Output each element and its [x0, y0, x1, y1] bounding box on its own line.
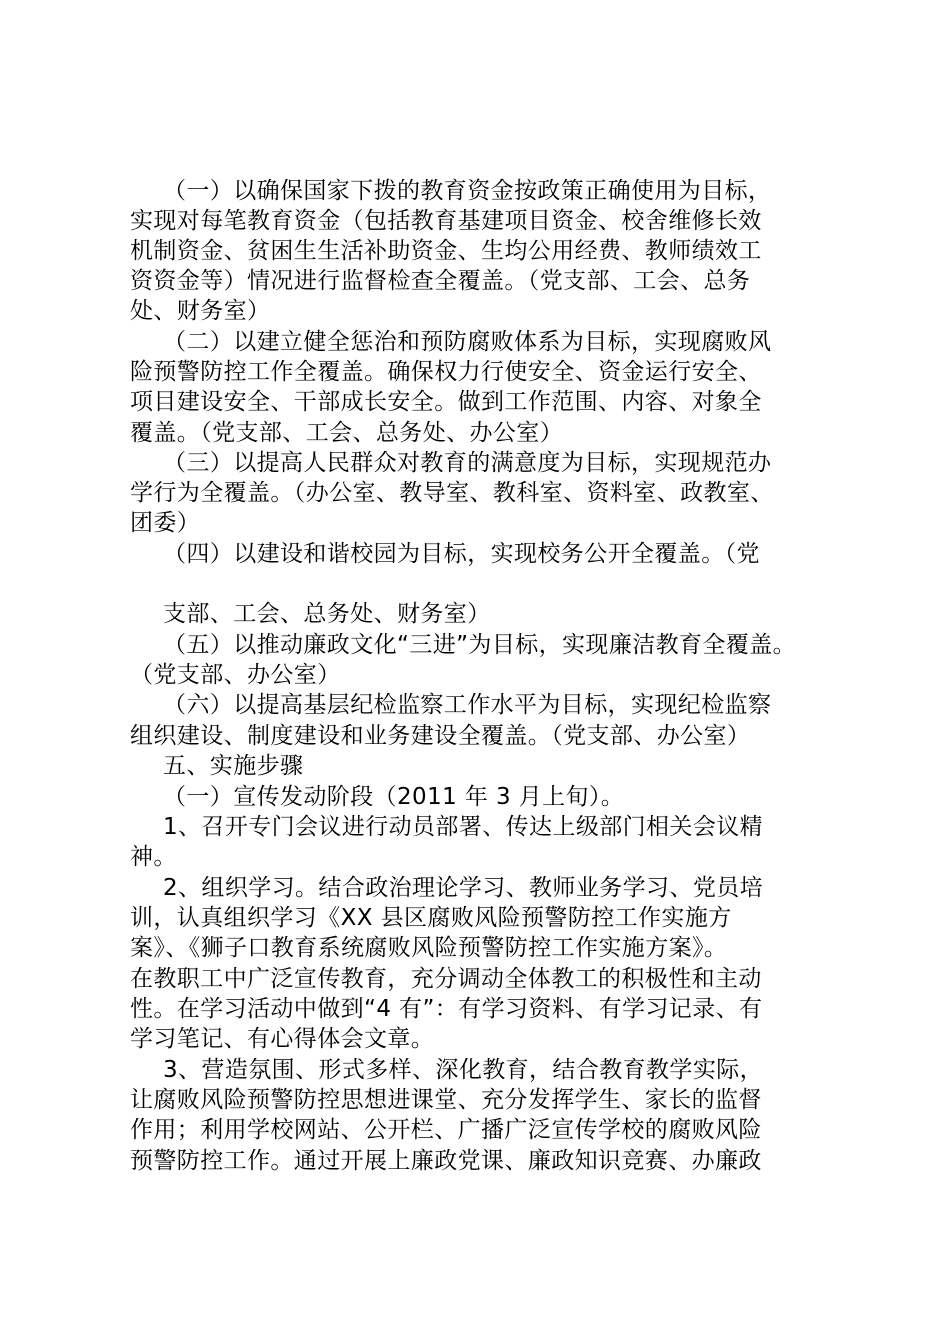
- paragraph-line: 团委）: [130, 510, 201, 536]
- paragraph-line: （五）以推动廉政文化“三进”为目标，实现廉洁教育全覆盖。: [163, 632, 797, 658]
- paragraph-line: 实现对每笔教育资金（包括教育基建项目资金、校舍维修长效: [130, 208, 762, 234]
- section-heading: 五、实施步骤: [163, 753, 304, 779]
- paragraph-line: 1、召开专门会议进行动员部署、传达上级部门相关会议精: [163, 814, 764, 840]
- subsection-heading: （一）宣传发动阶段（2011 年 3 月上旬）。: [163, 784, 625, 810]
- paragraph-line: 险预警防控工作全覆盖。确保权力行使安全、资金运行安全、: [130, 359, 762, 385]
- paragraph-line: 学习笔记、有心得体会文章。: [130, 1026, 435, 1052]
- paragraph-line: 3、营造氛围、形式多样、深化教育，结合教育教学实际，: [163, 1057, 764, 1083]
- paragraph-line: 项目建设安全、干部成长安全。做到工作范围、内容、对象全: [130, 389, 762, 415]
- paragraph-line: 训，认真组织学习《XX 县区腐败风险预警防控工作实施方: [130, 905, 732, 931]
- paragraph-line: 处、财务室）: [130, 298, 271, 324]
- paragraph-line: 2、组织学习。结合政治理论学习、教师业务学习、党员培: [163, 875, 764, 901]
- paragraph-line: （一）以确保国家下拨的教育资金按政策正确使用为目标，: [163, 178, 772, 204]
- paragraph-line: （党支部、办公室）: [130, 662, 341, 688]
- paragraph-line: 作用；利用学校网站、公开栏、广播广泛宣传学校的腐败风险: [130, 1117, 762, 1143]
- paragraph-line: （三）以提高人民群众对教育的满意度为目标，实现规范办: [163, 450, 772, 476]
- paragraph-line: 预警防控工作。通过开展上廉政党课、廉政知识竞赛、办廉政: [130, 1148, 762, 1174]
- paragraph-line: （四）以建设和谐校园为目标，实现校务公开全覆盖。（党: [163, 541, 760, 567]
- paragraph-line: 组织建设、制度建设和业务建设全覆盖。（党支部、办公室）: [130, 723, 751, 749]
- paragraph-line: 神。: [130, 844, 177, 870]
- paragraph-line: 性。在学习活动中做到“4 有”：有学习资料、有学习记录、有: [130, 996, 763, 1022]
- paragraph-line: 机制资金、贫困生生活补助资金、生均公用经费、教师绩效工: [130, 238, 762, 264]
- paragraph-line: 在教职工中广泛宣传教育，充分调动全体教工的积极性和主动: [130, 966, 762, 992]
- paragraph-line: 学行为全覆盖。（办公室、教导室、教科室、资料室、政教室、: [130, 480, 774, 506]
- paragraph-line: 资资金等）情况进行监督检查全覆盖。（党支部、工会、总务: [130, 268, 751, 294]
- paragraph-line: （六）以提高基层纪检监察工作水平为目标，实现纪检监察: [163, 692, 772, 718]
- paragraph-line: 案》、《狮子口教育系统腐败风险预警防控工作实施方案》。: [130, 935, 728, 961]
- paragraph-line: （二）以建立健全惩治和预防腐败体系为目标，实现腐败风: [163, 329, 772, 355]
- paragraph-line: 覆盖。（党支部、工会、总务处、办公室）: [130, 420, 564, 446]
- paragraph-line: 让腐败风险预警防控思想进课堂、充分发挥学生、家长的监督: [130, 1087, 762, 1113]
- paragraph-line: 支部、工会、总务处、财务室）: [163, 601, 491, 627]
